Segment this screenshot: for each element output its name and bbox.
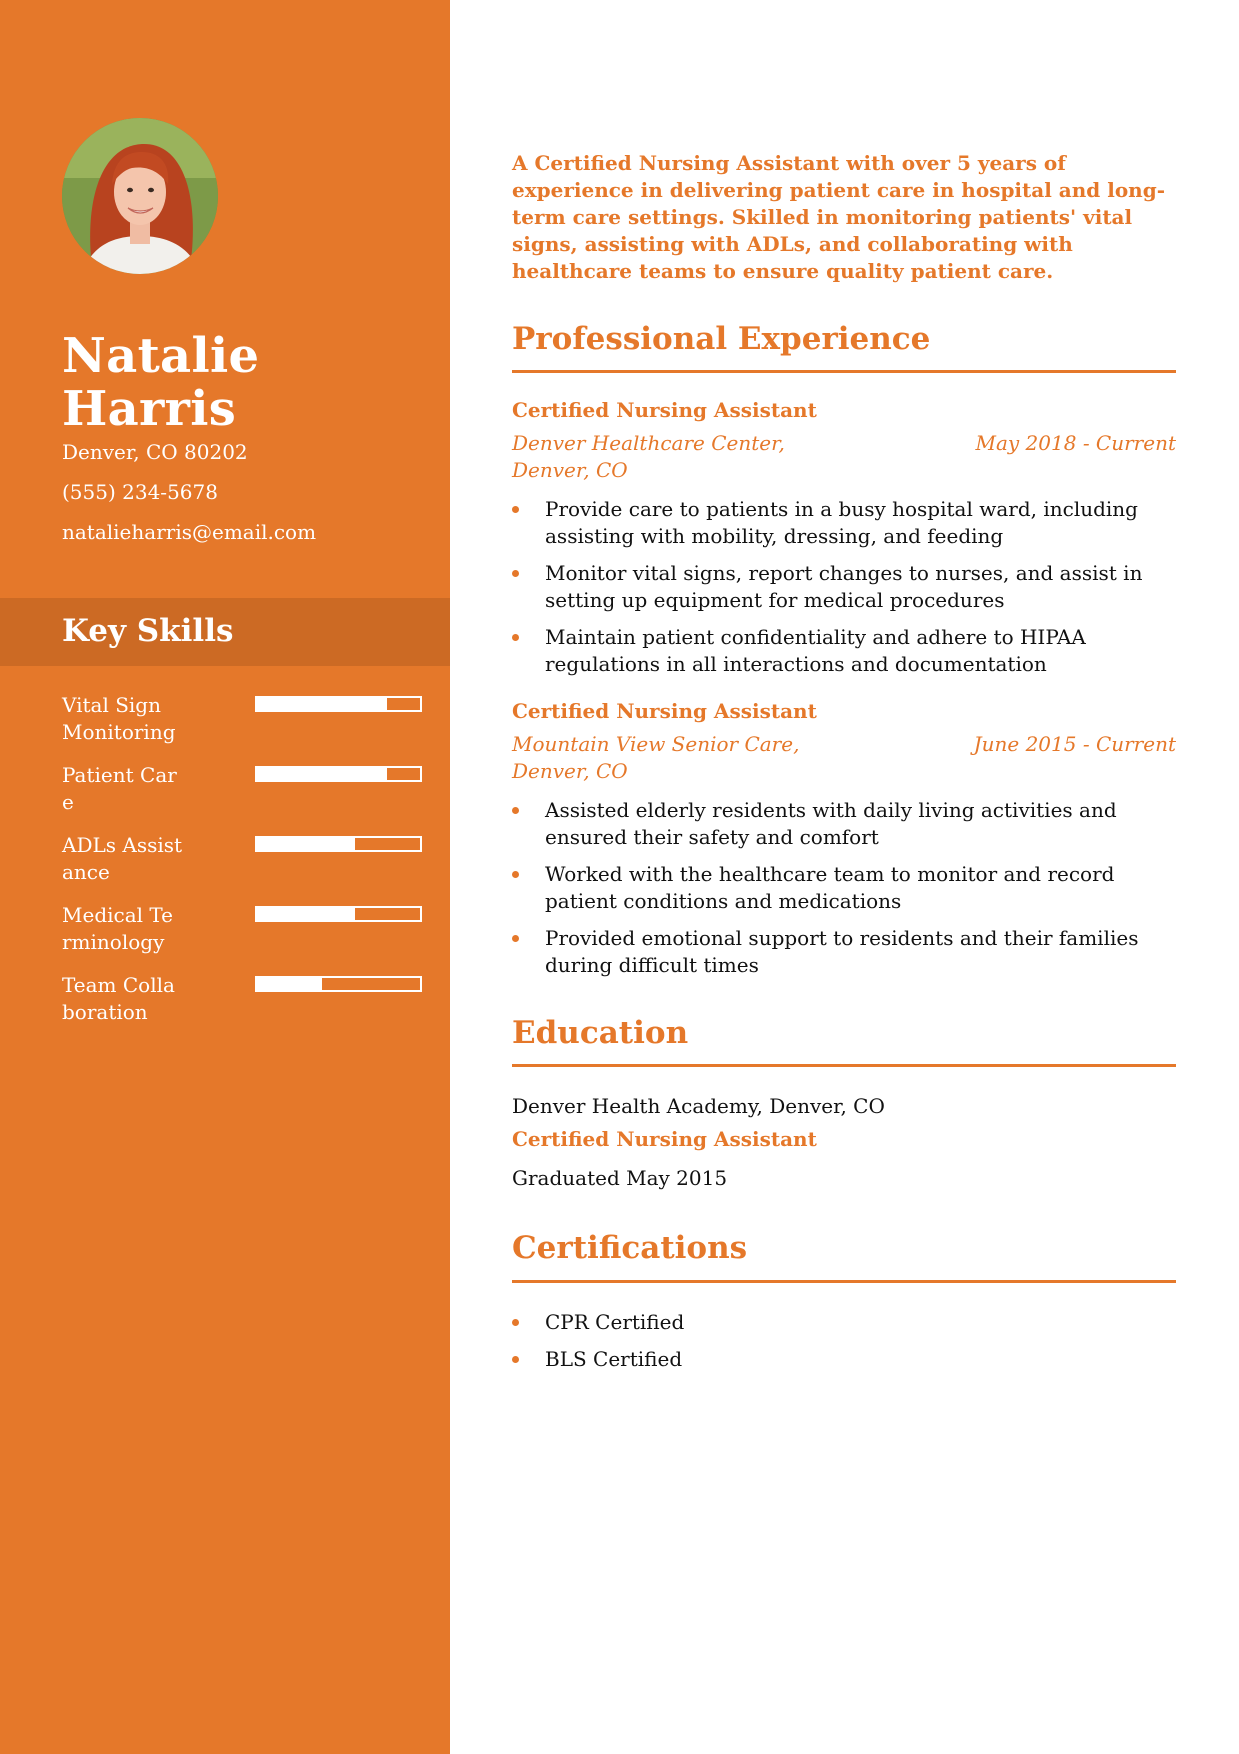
list-item (512, 496, 1176, 550)
certifications-section (512, 1230, 1176, 1372)
job-dates: June 2015 - Current (973, 732, 1176, 757)
skill-item (62, 832, 422, 886)
skill-item (62, 692, 422, 746)
certifications-list (512, 1309, 1176, 1373)
bullet-text: Monitor vital signs, report changes to nurses, and assist in setting up equipment for medical procedures (545, 561, 1143, 613)
education-section (512, 1015, 1176, 1192)
summary: A Certified Nursing Assistant with over 5 years of experience in delivering patient care in hospital and long-term care settings. Skilled in monitoring patients' vital signs, assisting with ADLs, and collaborating with healthcare teams to ensure quality patient care. (512, 151, 1165, 283)
section-title-certifications: Certifications (512, 1230, 1176, 1282)
education-degree: Certified Nursing Assistant (512, 1127, 817, 1152)
profile-photo (62, 118, 218, 274)
education-graduated: Graduated May 2015 (512, 1166, 728, 1191)
skill-label: Team Collaboration (62, 973, 175, 1024)
skill-bar-fill (257, 768, 387, 780)
job-bullets (512, 496, 1176, 678)
education-school: Denver Health Academy, Denver, CO (512, 1094, 885, 1119)
job-title: Certified Nursing Assistant (512, 398, 817, 423)
experience-section (512, 321, 1176, 979)
list-item (512, 925, 1176, 979)
address: Denver, CO 80202 (62, 440, 248, 464)
skill-item (62, 972, 422, 1026)
bullet-text: Worked with the healthcare team to monitor and record patient conditions and medications (545, 862, 1115, 914)
main-content (512, 150, 1176, 1383)
job-entry (512, 698, 1176, 979)
bullet-icon (512, 634, 519, 641)
certification-text: CPR Certified (545, 1309, 685, 1334)
skill-label: Vital Sign Monitoring (62, 693, 176, 744)
job-title: Certified Nursing Assistant (512, 699, 817, 724)
bullet-text: Assisted elderly residents with daily living activities and ensured their safety and comfort (545, 798, 1117, 850)
list-item (512, 1309, 1176, 1336)
phone: (555) 234-5678 (62, 480, 218, 504)
skill-bar-fill (257, 978, 322, 990)
candidate-name: Natalie Harris (62, 328, 260, 437)
job-meta (512, 430, 1176, 484)
job-bullets (512, 797, 1176, 979)
skill-item (62, 762, 422, 816)
bullet-text: Provide care to patients in a busy hospital ward, including assisting with mobility, dressing, and feeding (545, 497, 1138, 549)
list-item (512, 624, 1176, 678)
skill-label: Medical Terminology (62, 903, 174, 954)
list-item (512, 1346, 1176, 1373)
skill-bar (255, 696, 422, 712)
bullet-icon (512, 871, 519, 878)
sidebar (0, 0, 450, 1754)
skill-bar-fill (257, 838, 355, 850)
skill-bar (255, 766, 422, 782)
skill-item (62, 902, 422, 956)
section-title-experience: Professional Experience (512, 321, 1176, 373)
skill-bar (255, 836, 422, 852)
list-item (512, 560, 1176, 614)
bullet-icon (512, 570, 519, 577)
email: natalieharris@email.com (62, 520, 317, 544)
skill-label: ADLs Assistance (62, 833, 183, 884)
skill-label: Patient Care (62, 763, 177, 814)
bullet-icon (512, 1319, 519, 1326)
skills-title: Key Skills (62, 613, 234, 649)
avatar (62, 118, 218, 274)
job-meta (512, 731, 1176, 785)
job-dates: May 2018 - Current (975, 431, 1176, 456)
bullet-icon (512, 506, 519, 513)
contact-info (62, 440, 422, 560)
bullet-text: Maintain patient confidentiality and adhere to HIPAA regulations in all interactions and documentation (545, 625, 1086, 677)
skill-bar (255, 976, 422, 992)
job-company: Denver Healthcare Center, Denver, CO (512, 431, 785, 483)
bullet-icon (512, 935, 519, 942)
skill-bar (255, 906, 422, 922)
list-item (512, 861, 1176, 915)
skills-list (62, 692, 422, 1042)
bullet-icon (512, 1356, 519, 1363)
job-entry (512, 397, 1176, 678)
job-company: Mountain View Senior Care, Denver, CO (512, 732, 800, 784)
bullet-icon (512, 807, 519, 814)
skill-bar-fill (257, 698, 387, 710)
skill-bar-fill (257, 908, 355, 920)
bullet-text: Provided emotional support to residents and their families during difficult times (545, 926, 1139, 978)
certification-text: BLS Certified (545, 1346, 683, 1371)
section-title-education: Education (512, 1015, 1176, 1067)
list-item (512, 797, 1176, 851)
